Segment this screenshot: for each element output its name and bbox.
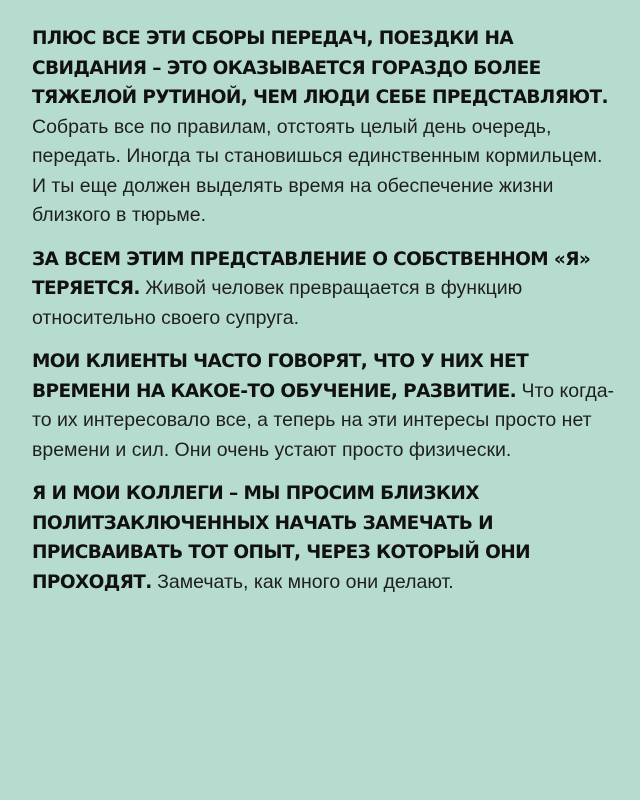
paragraph-2	[32, 245, 618, 334]
paragraph-4-lead: Я И МОИ КОЛЛЕГИ – МЫ ПРОСИМ БЛИЗКИХ ПОЛИТЗАКЛЮЧЕННЫХ НАЧАТЬ ЗАМЕЧАТЬ И ПРИСВАИВАТЬ ТОТ ОПЫТ, ЧЕРЕЗ КОТОРЫЙ ОНИ ПРОХОДЯТ.	[32, 483, 530, 593]
paragraph-4-body: Замечать, как много они делают.	[151, 570, 454, 593]
paragraph-3-body: Что когда-то их интересовало все, а теперь на эти интересы просто нет времени и сил. Они очень устают просто физически.	[32, 379, 615, 461]
paragraph-4	[32, 479, 618, 597]
paragraph-2-body: Живой человек превращается в функцию относительно своего супруга.	[32, 277, 523, 329]
paragraph-2-lead: ЗА ВСЕМ ЭТИМ ПРЕДСТАВЛЕНИЕ О СОБСТВЕННОМ «Я» ТЕРЯЕТСЯ.	[32, 248, 591, 299]
paragraph-1-lead: ПЛЮС ВСЕ ЭТИ СБОРЫ ПЕРЕДАЧ, ПОЕЗДКИ НА СВИДАНИЯ – ЭТО ОКАЗЫВАЕТСЯ ГОРАЗДО БОЛЕЕ ТЯЖЕЛОЙ РУТИНОЙ, ЧЕМ ЛЮДИ СЕБЕ ПРЕДСТАВЛЯЮТ.	[32, 28, 608, 108]
article-text	[32, 24, 618, 611]
paragraph-3	[32, 347, 618, 465]
paragraph-1	[32, 24, 618, 231]
paragraph-1-body: Собрать все по правилам, отстоять целый день очередь, передать. Иногда ты становишься единственным кормильцем. И ты еще должен выделять время на обеспечение жизни близкого в тюрьме.	[32, 115, 603, 226]
paragraph-3-lead: МОИ КЛИЕНТЫ ЧАСТО ГОВОРЯТ, ЧТО У НИХ НЕТ ВРЕМЕНИ НА КАКОЕ-ТО ОБУЧЕНИЕ, РАЗВИТИЕ.	[32, 351, 529, 402]
